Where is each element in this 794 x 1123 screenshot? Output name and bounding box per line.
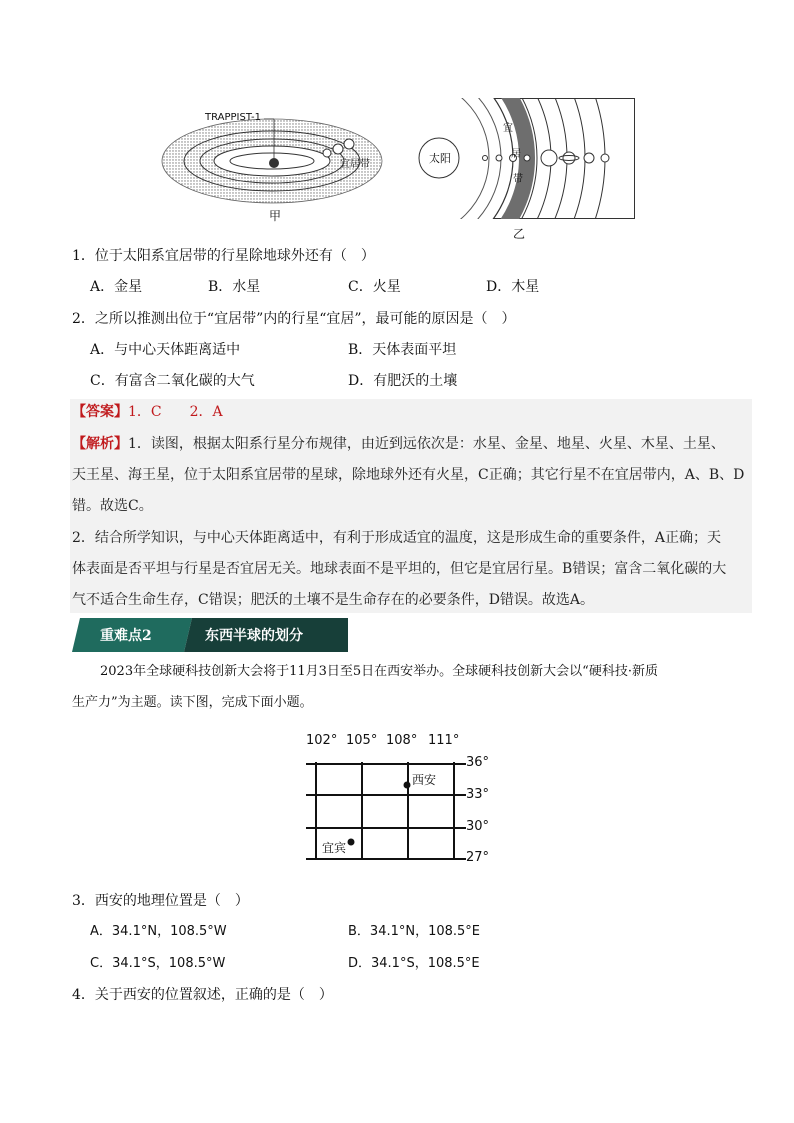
lon-label-105: 105° xyxy=(346,733,378,748)
q3-option-c[interactable]: C．34.1°S，108.5°W xyxy=(90,956,226,971)
q3-option-a[interactable]: A．34.1°N，108.5°W xyxy=(90,924,227,939)
lon-label-108: 108° xyxy=(386,733,418,748)
figure-b-caption: 乙 xyxy=(513,227,526,241)
analysis-line-3: 错。故选C。 xyxy=(72,498,153,514)
intro-line-2: 生产力”为主题。读下图，完成下面小题。 xyxy=(72,695,313,710)
answer-panel xyxy=(70,399,752,613)
analysis-line-4: 2．结合所学知识，与中心天体距离适中，有利于形成适宜的温度，这是形成生命的重要条件，A正确；天 xyxy=(72,530,722,546)
question-2: 2．之所以推测出位于“宜居带”内的行星“宜居”，最可能的原因是（ ） xyxy=(72,311,516,327)
lat-label-36: 36° xyxy=(466,755,490,770)
question-1: 1．位于太阳系宜居带的行星除地球外还有（ ） xyxy=(72,248,375,264)
analysis-line-6: 气不适合生命生存，C错误；肥沃的土壤不是生命存在的必要条件，D错误。故选A。 xyxy=(72,592,595,608)
lon-label-102: 102° xyxy=(306,733,338,748)
figure-a-caption: 甲 xyxy=(269,209,282,223)
q3-option-d[interactable]: D．34.1°S，108.5°E xyxy=(348,956,480,971)
lon-label-111: 111° xyxy=(428,733,460,748)
q1-option-d[interactable]: D．木星 xyxy=(486,279,540,295)
question-3: 3．西安的地理位置是（ ） xyxy=(72,893,249,909)
answer-line xyxy=(72,402,223,422)
city-xian: 西安 xyxy=(412,773,437,787)
answer-text: 1．C 2．A xyxy=(128,404,223,420)
q1-option-a[interactable]: A．金星 xyxy=(90,279,143,295)
q2-option-a[interactable]: A．与中心天体距离适中 xyxy=(90,342,241,358)
analysis-tag: 【解析】 xyxy=(72,436,128,452)
lat-label-30: 30° xyxy=(466,819,490,834)
section-title: 东西半球的划分 xyxy=(205,628,303,644)
analysis-line-1 xyxy=(72,434,725,454)
answer-tag: 【答案】 xyxy=(72,404,128,420)
q1-option-c[interactable]: C．火星 xyxy=(348,279,401,295)
zone-char-1: 宜 xyxy=(503,123,513,134)
habitable-zone-label: 宜居带 xyxy=(340,159,370,170)
analysis-text-1: 1．读图，根据太阳系行星分布规律，由近到远依次是：水星、金星、地星、火星、木星、土星、 xyxy=(128,436,725,452)
q1-option-b[interactable]: B．水星 xyxy=(208,279,261,295)
q2-option-c[interactable]: C．有富含二氧化碳的大气 xyxy=(90,373,255,389)
city-yibin: 宜宾 xyxy=(322,841,347,855)
section-badge: 重难点2 xyxy=(100,628,152,644)
trappist-label: TRAPPIST-1 xyxy=(205,112,262,123)
analysis-line-2: 天王星、海王星，位于太阳系宜居带的星球，除地球外还有火星，C正确；其它行星不在宜居带内，A、B、D xyxy=(72,467,745,483)
q3-option-b[interactable]: B．34.1°N，108.5°E xyxy=(348,924,481,939)
question-4: 4．关于西安的位置叙述，正确的是（ ） xyxy=(72,987,333,1003)
sun-label: 太阳 xyxy=(429,152,451,165)
q2-option-d[interactable]: D．有肥沃的土壤 xyxy=(348,373,458,389)
lat-label-33: 33° xyxy=(466,787,490,802)
intro-line-1: 2023年全球硬科技创新大会将于11月3日至5日在西安举办。全球硬科技创新大会以“硬科技·新质 xyxy=(100,664,658,679)
zone-char-3: 带 xyxy=(513,174,523,185)
lat-label-27: 27° xyxy=(466,850,490,865)
zone-char-2: 居 xyxy=(511,149,521,160)
analysis-line-5: 体表面是否平坦与行星是否宜居无关。地球表面不是平坦的，但它是宜居行星。B错误；富含二氧化碳的大 xyxy=(72,561,727,577)
q2-option-b[interactable]: B．天体表面平坦 xyxy=(348,342,457,358)
